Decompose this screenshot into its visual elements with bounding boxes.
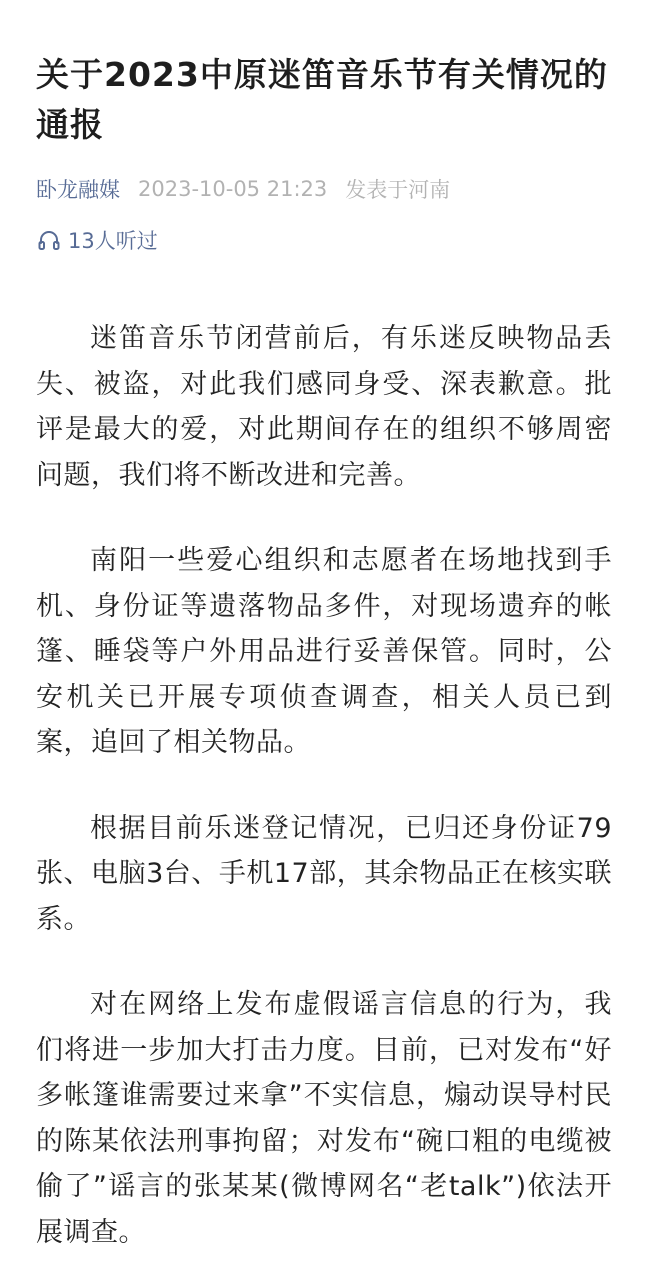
article-title: 关于2023中原迷笛音乐节有关情况的通报 — [36, 55, 608, 144]
headphones-icon — [36, 227, 62, 253]
paragraph-4: 对在网络上发布虚假谣言信息的行为，我们将进一步加大打击力度。目前，已对发布“好多帐篷谁需要过来拿”不实信息，煽动误导村民的陈某依法刑事拘留；对发布“碗口粗的电缆被偷了”谣言的张某某(微博网名“老talk”)依法开展调查。 — [36, 989, 612, 1248]
article-body — [36, 316, 612, 1255]
article-meta — [36, 174, 612, 204]
listen-count-button[interactable] — [36, 224, 612, 256]
author-link[interactable]: 卧龙融媒 — [36, 178, 120, 202]
paragraph-2: 南阳一些爱心组织和志愿者在场地找到手机、身份证等遗落物品多件，对现场遗弃的帐篷、睡袋等户外用品进行妥善保管。同时，公安机关已开展专项侦查调查，相关人员已到案，追回了相关物品。 — [36, 545, 612, 758]
paragraph-3: 根据目前乐迷登记情况，已归还身份证79张、电脑3台、手机17部，其余物品正在核实联系。 — [36, 812, 612, 935]
publish-datetime: 2023-10-05 21:23 — [138, 177, 328, 201]
paragraph-1: 迷笛音乐节闭营前后，有乐迷反映物品丢失、被盗，对此我们感同身受、深表歉意。批评是最大的爱，对此期间存在的组织不够周密问题，我们将不断改进和完善。 — [36, 323, 612, 491]
listen-count: 13人听过 — [68, 229, 158, 253]
publish-location: 发表于河南 — [345, 178, 451, 202]
